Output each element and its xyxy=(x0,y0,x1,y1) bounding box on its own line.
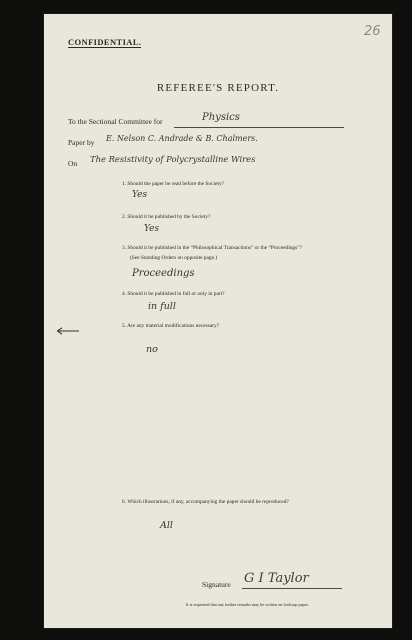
signature-label: Signature xyxy=(202,580,231,589)
question-number: 3. xyxy=(122,245,127,251)
footer-note: It is requested that any further remarks may be written on foolscap paper. xyxy=(186,602,309,607)
answer-1: Yes xyxy=(132,190,148,200)
signature-value: G I Taylor xyxy=(244,571,309,586)
question-text: Should it be published in full or only in part? xyxy=(127,291,225,297)
arrow-left-icon xyxy=(56,322,80,330)
answer-2: Yes xyxy=(144,224,160,234)
question-text: Should it be published in the “Philosophical Transactions” or the “Proceedings”? xyxy=(127,245,302,251)
committee-value: Physics xyxy=(202,112,240,123)
question-number: 5. xyxy=(122,323,127,329)
answer-3: Proceedings xyxy=(132,268,195,279)
answer-5: no xyxy=(146,344,158,355)
question-text: Which illustrations, if any, accompanying the paper should be reproduced? xyxy=(127,499,289,505)
committee-line xyxy=(174,127,344,128)
paper-by-label: Paper by xyxy=(68,138,95,147)
on-label: On xyxy=(68,159,78,168)
question-text: Are any material modifications necessary? xyxy=(127,323,220,329)
question-number: 4. xyxy=(122,291,127,297)
answer-4: in full xyxy=(148,301,176,312)
paper-by-value: E. Nelson C. Andrade & B. Chalmers. xyxy=(106,134,258,143)
question-number: 1. xyxy=(122,181,127,187)
referee-report-form xyxy=(44,14,392,628)
question-3 xyxy=(122,245,302,251)
question-number: 6. xyxy=(122,499,127,505)
question-3-note: (See Standing Orders on opposite page.) xyxy=(130,255,218,261)
question-1 xyxy=(122,181,224,187)
question-number: 2. xyxy=(122,214,127,220)
question-2 xyxy=(122,214,210,220)
signature-line xyxy=(242,588,342,589)
on-value: The Resistivity of Polycrystalline Wires xyxy=(90,154,256,164)
question-text: Should the paper be read before the Society? xyxy=(127,181,224,187)
confidential-heading: CONFIDENTIAL. xyxy=(68,37,142,47)
answer-6: All xyxy=(160,520,173,531)
question-6 xyxy=(122,499,289,505)
committee-label: To the Sectional Committee for xyxy=(68,117,163,126)
page-number: 26 xyxy=(364,24,381,39)
question-4 xyxy=(122,291,225,297)
question-5 xyxy=(122,323,219,329)
question-text: Should it be published by the Society? xyxy=(127,214,211,220)
report-title: REFEREE'S REPORT. xyxy=(156,82,280,94)
